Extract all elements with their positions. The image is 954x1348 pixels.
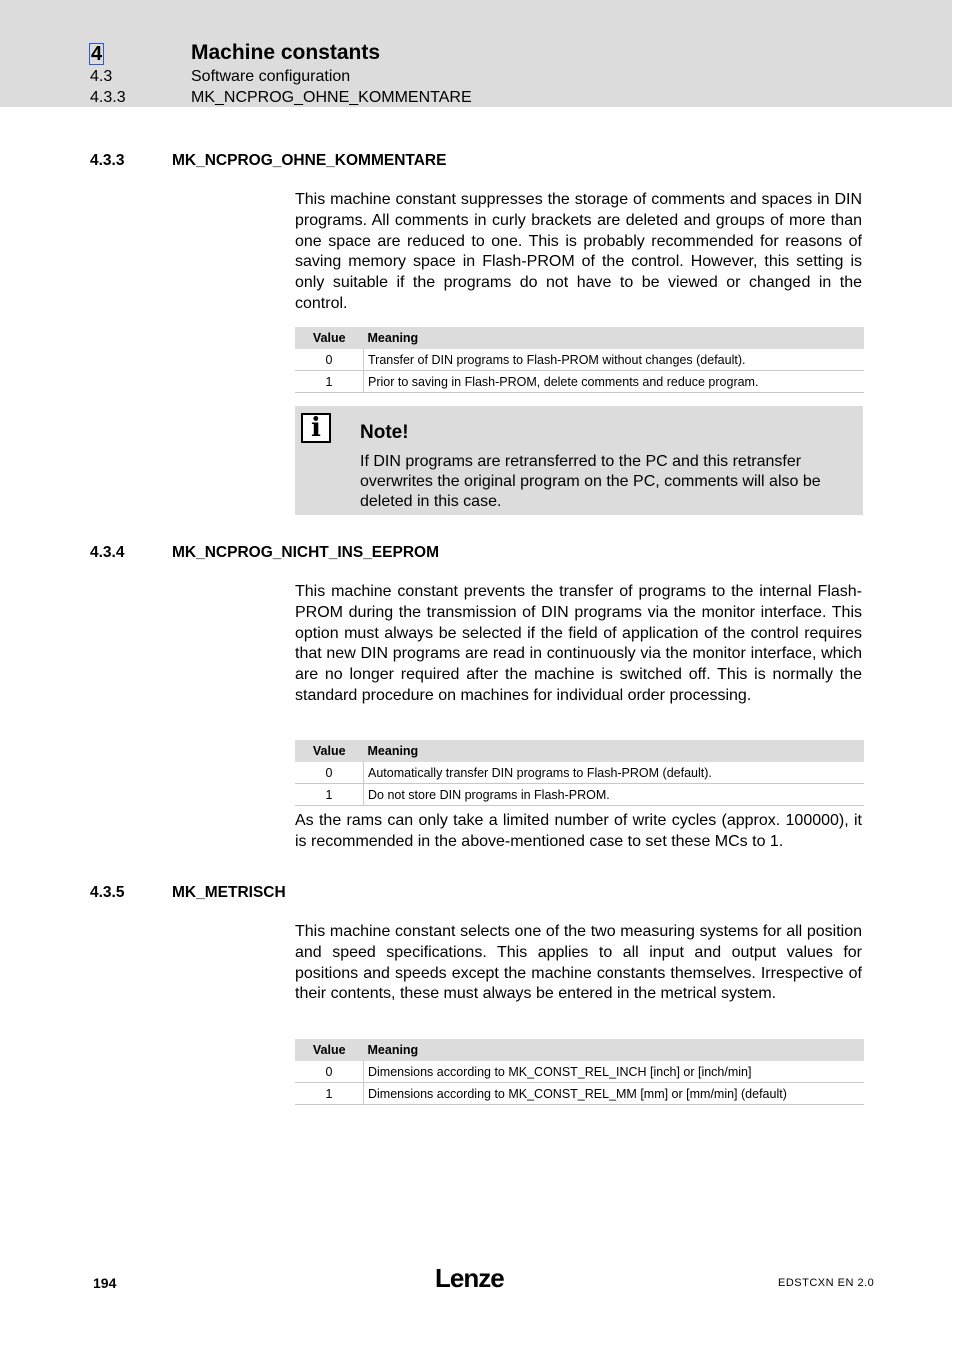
table-cell-value: 0 — [295, 349, 364, 371]
table-cell-meaning: Do not store DIN programs in Flash-PROM. — [364, 784, 865, 806]
section-paragraph: This machine constant suppresses the storage of comments and spaces in DIN programs. All comments in curly brackets are deleted and groups of more than one space are reduced to one. This is probably recommended for reasons of saving memory space in Flash-PROM of the control. However, this setting is only suitable if the programs do not have to be viewed or changed in the control. — [295, 191, 862, 312]
table-row — [295, 784, 864, 806]
note-text: If DIN programs are retransferred to the PC and this retransfer overwrites the original program on the PC, comments will also be deleted in this case. — [360, 453, 821, 510]
page-header — [0, 0, 952, 107]
table-row — [295, 762, 864, 784]
value-table — [295, 327, 864, 393]
section-paragraph-after: As the rams can only take a limited number of write cycles (approx. 100000), it is recommended in the above-mentioned case to set these MCs to 1. — [295, 812, 862, 850]
chapter-number[interactable]: 4 — [91, 43, 103, 65]
note-title: Note! — [360, 422, 409, 443]
table-cell-meaning: Transfer of DIN programs to Flash-PROM without changes (default). — [364, 349, 865, 371]
chapter-title: Machine constants — [191, 41, 381, 64]
table-cell-meaning: Dimensions according to MK_CONST_REL_MM [mm] or [mm/min] (default) — [364, 1083, 865, 1105]
table-cell-meaning: Prior to saving in Flash-PROM, delete comments and reduce program. — [364, 371, 865, 393]
lenze-logo: Lenze — [435, 1263, 504, 1293]
header-subsection-number: 4.3.3 — [90, 89, 126, 106]
section-title: MK_METRISCH — [172, 884, 286, 901]
table-header-value: Value — [295, 1039, 364, 1061]
header-subsection-title: MK_NCPROG_OHNE_KOMMENTARE — [191, 89, 472, 106]
table-cell-value: 0 — [295, 1061, 364, 1083]
section-title: MK_NCPROG_NICHT_INS_EEPROM — [172, 544, 439, 561]
table-cell-meaning: Automatically transfer DIN programs to Flash-PROM (default). — [364, 762, 865, 784]
table-cell-value: 1 — [295, 1083, 364, 1105]
table-header-meaning: Meaning — [364, 327, 865, 349]
section-title: MK_NCPROG_OHNE_KOMMENTARE — [172, 152, 447, 169]
table-row — [295, 371, 864, 393]
table-row — [295, 1061, 864, 1083]
section-paragraph: This machine constant prevents the transfer of programs to the internal Flash-PROM during the transmission of DIN programs via the monitor interface. This option must always be selected if the field of application of the control requires that new DIN programs are read in continuously via the monitor interface, which are no longer required after the machine is switched off. This is normally the standard procedure on machines for individual order processing. — [295, 583, 862, 704]
document-id: EDSTCXN EN 2.0 — [778, 1277, 875, 1289]
note-box — [295, 406, 863, 515]
table-cell-meaning: Dimensions according to MK_CONST_REL_INCH [inch] or [inch/min] — [364, 1061, 865, 1083]
value-table — [295, 740, 864, 806]
table-row — [295, 1083, 864, 1105]
table-header-value: Value — [295, 740, 364, 762]
info-icon: i — [301, 413, 331, 443]
table-row — [295, 349, 864, 371]
section-number: 4.3.3 — [90, 152, 125, 169]
table-cell-value: 1 — [295, 371, 364, 393]
page-number: 194 — [93, 1275, 117, 1291]
section-paragraph: This machine constant selects one of the two measuring systems for all position and speed specifications. This applies to all input and output values for positions and speeds except the machine constants themselves. Irrespective of their contents, these must always be entered in the metrical system. — [295, 923, 862, 1003]
header-section-number: 4.3 — [90, 68, 113, 85]
table-header-meaning: Meaning — [364, 740, 865, 762]
header-section-title: Software configuration — [191, 68, 351, 85]
section-number: 4.3.5 — [90, 884, 125, 901]
section-number: 4.3.4 — [90, 544, 125, 561]
table-header-meaning: Meaning — [364, 1039, 865, 1061]
table-cell-value: 1 — [295, 784, 364, 806]
value-table — [295, 1039, 864, 1105]
table-cell-value: 0 — [295, 762, 364, 784]
table-header-value: Value — [295, 327, 364, 349]
